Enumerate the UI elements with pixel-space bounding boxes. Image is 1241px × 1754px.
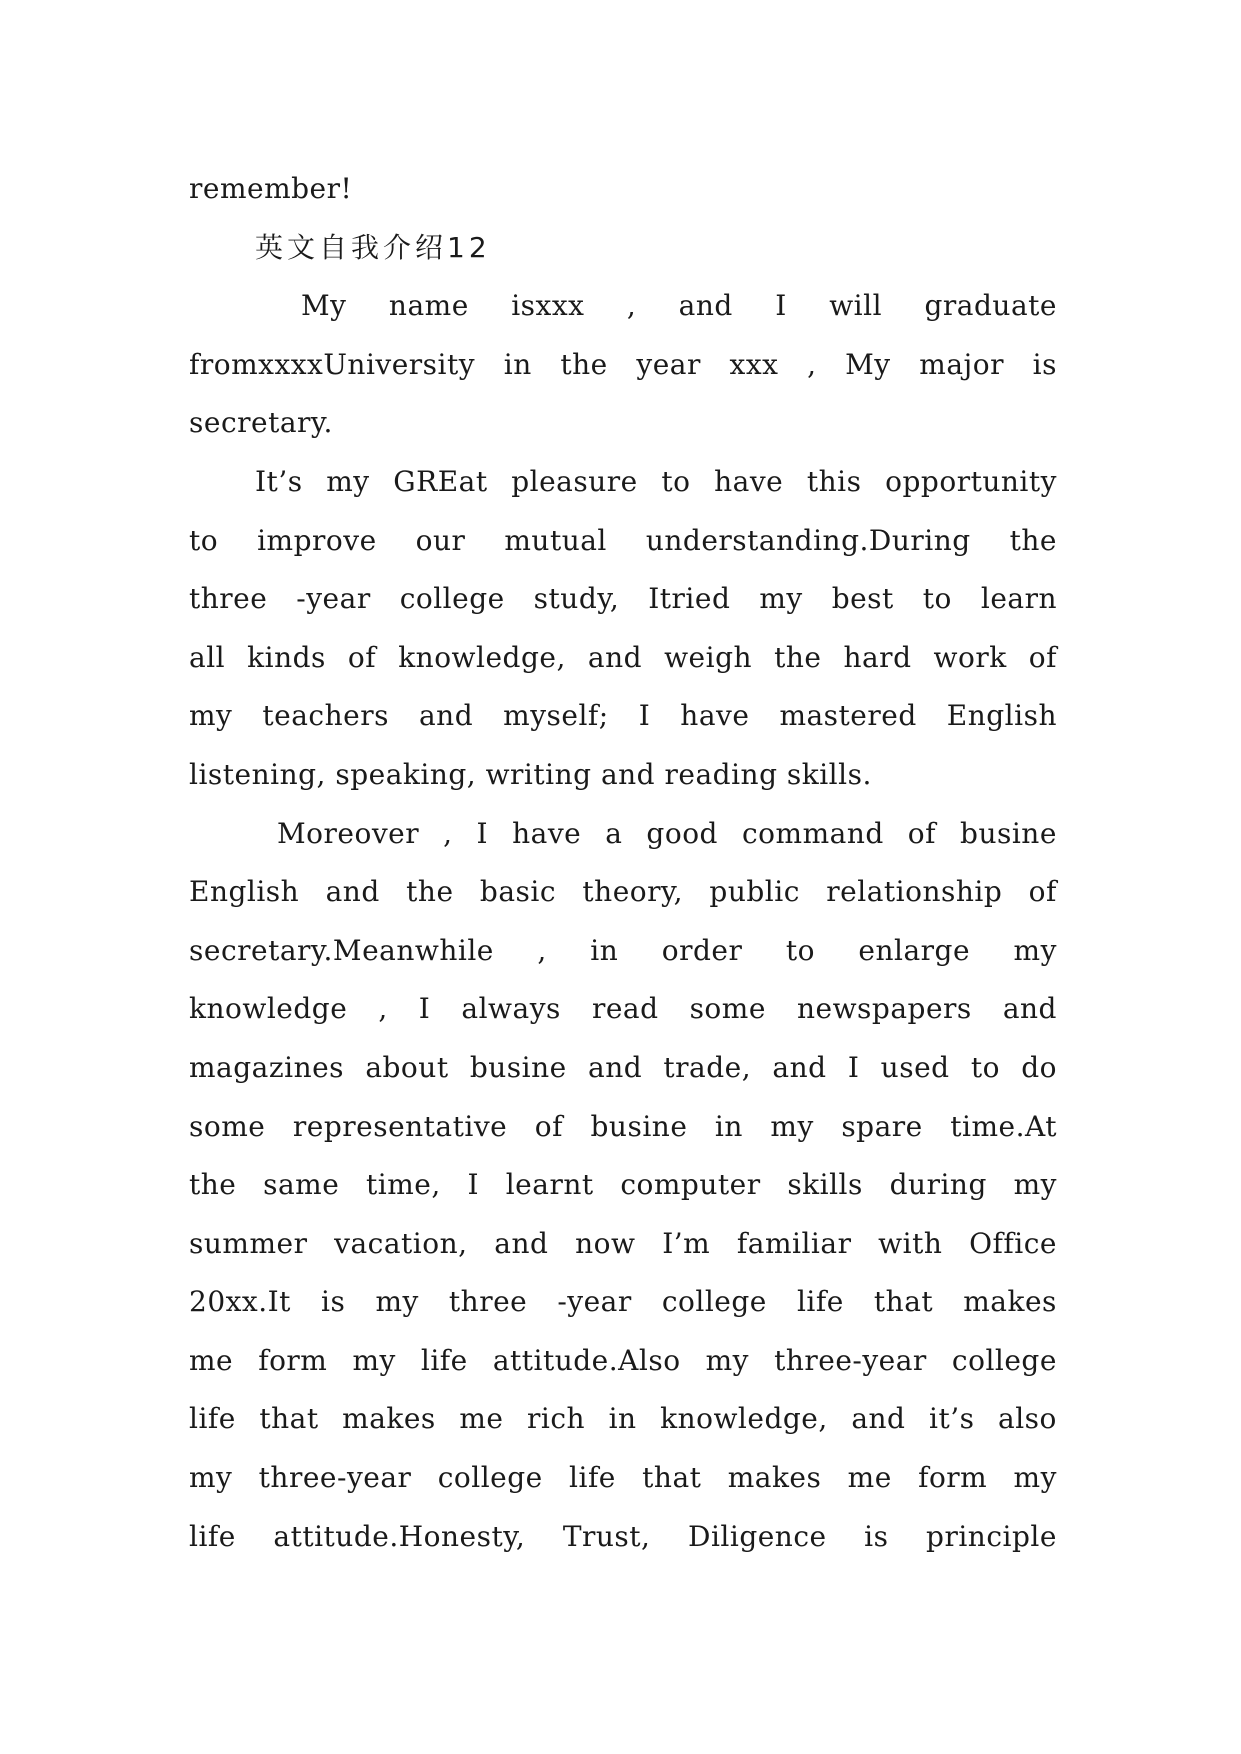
- word: improve: [257, 523, 377, 557]
- word: English: [946, 699, 1057, 733]
- word: college: [661, 1285, 767, 1319]
- word: busine: [960, 816, 1057, 850]
- word: with: [878, 1226, 943, 1260]
- word: read: [591, 992, 659, 1026]
- text-line: [189, 687, 1057, 746]
- text-line: [189, 570, 1057, 629]
- word: college: [399, 582, 505, 616]
- word: public: [709, 875, 800, 909]
- word: that: [259, 1402, 319, 1436]
- word: of: [1028, 875, 1057, 909]
- word: the: [774, 640, 822, 674]
- word: is: [1032, 347, 1057, 381]
- text-line: [189, 1390, 1057, 1449]
- word: good: [646, 816, 718, 850]
- word: our: [415, 523, 466, 557]
- text-line: [189, 453, 1057, 512]
- text-line: [189, 980, 1057, 1039]
- word: makes: [963, 1285, 1057, 1319]
- word: about: [365, 1050, 449, 1084]
- line-text: secretary.: [189, 406, 333, 440]
- word: the: [189, 1168, 237, 1202]
- word: representative: [292, 1109, 508, 1143]
- word: of: [347, 640, 377, 674]
- word: my: [770, 1109, 814, 1143]
- text-line: [189, 1156, 1057, 1215]
- word: to: [189, 523, 219, 557]
- word: It’s: [255, 464, 303, 498]
- word: and: [851, 1402, 906, 1436]
- word: principle: [926, 1519, 1057, 1553]
- word: in: [503, 347, 532, 381]
- word: year: [636, 347, 701, 381]
- word: name: [388, 289, 469, 323]
- word: of: [534, 1109, 563, 1143]
- word: relationship: [826, 875, 1003, 909]
- text-line: [189, 1332, 1057, 1391]
- word: now: [575, 1226, 636, 1260]
- word: time,: [365, 1168, 441, 1202]
- word: is: [321, 1285, 346, 1319]
- word: ,: [626, 289, 637, 323]
- word: three-year: [258, 1461, 412, 1495]
- word: attitude.Honesty,: [273, 1519, 526, 1553]
- word: that: [642, 1461, 702, 1495]
- word: me: [189, 1343, 234, 1377]
- word: of: [1028, 640, 1057, 674]
- word: I: [467, 1168, 479, 1202]
- word: 20xx.It: [189, 1285, 291, 1319]
- word: used: [880, 1050, 950, 1084]
- word: English: [189, 875, 300, 909]
- word: familiar: [736, 1226, 852, 1260]
- text-line: [189, 1039, 1057, 1098]
- word: in: [608, 1402, 637, 1436]
- word: busine: [590, 1109, 688, 1143]
- word: magazines: [189, 1050, 345, 1084]
- word: and: [587, 640, 643, 674]
- word: Moreover: [277, 816, 420, 850]
- word: is: [864, 1519, 889, 1553]
- word: fromxxxxUniversity: [189, 347, 476, 381]
- word: life: [189, 1519, 236, 1553]
- word: opportunity: [885, 464, 1057, 498]
- word: kinds: [247, 640, 326, 674]
- text-line: [189, 746, 1057, 805]
- word: rich: [526, 1402, 586, 1436]
- word: My: [845, 347, 891, 381]
- word: and: [494, 1226, 549, 1260]
- word: My: [301, 289, 347, 323]
- word: major: [919, 347, 1004, 381]
- word: basic: [479, 875, 557, 909]
- word: have: [512, 816, 582, 850]
- word: and: [325, 875, 380, 909]
- word: three: [448, 1285, 528, 1319]
- word: the: [1009, 523, 1057, 557]
- text-line: [189, 277, 1057, 336]
- word: I: [847, 1050, 860, 1084]
- text-line: [189, 1273, 1057, 1332]
- word: always: [461, 992, 561, 1026]
- word: study,: [533, 582, 620, 616]
- word: secretary.Meanwhile: [189, 933, 494, 967]
- word: that: [873, 1285, 934, 1319]
- word: my: [759, 582, 803, 616]
- word: I: [775, 289, 787, 323]
- word: college: [437, 1461, 543, 1495]
- word: to: [661, 464, 691, 498]
- word: mutual: [504, 523, 607, 557]
- word: my: [375, 1285, 419, 1319]
- word: and: [1002, 992, 1057, 1026]
- word: my: [1013, 1461, 1057, 1495]
- word: newspapers: [796, 992, 972, 1026]
- word: time.At: [950, 1109, 1057, 1143]
- line-text: remember!: [189, 172, 353, 205]
- word: order: [661, 933, 743, 967]
- word: knowledge,: [660, 1402, 828, 1436]
- word: my: [189, 699, 233, 733]
- word: ,: [537, 933, 547, 967]
- word: graduate: [924, 289, 1057, 323]
- word: knowledge: [189, 992, 348, 1026]
- word: Office: [969, 1226, 1057, 1260]
- word: Itried: [648, 582, 731, 616]
- word: xxx: [729, 347, 779, 381]
- text-line: [189, 394, 1057, 453]
- word: attitude.Also: [492, 1343, 681, 1377]
- text-line: [189, 1098, 1057, 1157]
- word: isxxx: [511, 289, 585, 323]
- word: the: [406, 875, 454, 909]
- word: weigh: [664, 640, 753, 674]
- word: my: [326, 464, 370, 498]
- word: do: [1021, 1050, 1057, 1084]
- text-line: [189, 160, 1057, 219]
- word: all: [189, 640, 226, 674]
- word: enlarge: [858, 933, 971, 967]
- word: computer: [620, 1168, 761, 1202]
- text-line: [189, 863, 1057, 922]
- word: makes: [727, 1461, 822, 1495]
- word: life: [569, 1461, 616, 1495]
- word: teachers: [262, 699, 389, 733]
- word: pleasure: [511, 464, 638, 498]
- text-line: [189, 1508, 1057, 1567]
- word: trade,: [663, 1050, 752, 1084]
- word: my: [189, 1461, 233, 1495]
- word: spare: [841, 1109, 923, 1143]
- word: some: [689, 992, 766, 1026]
- word: my: [1013, 1168, 1057, 1202]
- word: I: [476, 816, 489, 850]
- word: busine: [469, 1050, 567, 1084]
- word: ,: [807, 347, 817, 381]
- word: I: [418, 992, 431, 1026]
- word: have: [680, 699, 750, 733]
- word: GREat: [393, 464, 488, 498]
- word: and: [418, 699, 474, 733]
- word: three-year: [774, 1343, 927, 1377]
- word: I: [638, 699, 651, 733]
- word: three: [189, 582, 268, 616]
- word: college: [951, 1343, 1057, 1377]
- word: mastered: [779, 699, 917, 733]
- word: my: [705, 1343, 749, 1377]
- word: and: [678, 289, 733, 323]
- word: this: [806, 464, 862, 498]
- word: a: [605, 816, 623, 850]
- text-line: [189, 1449, 1057, 1508]
- word: to: [970, 1050, 1000, 1084]
- text-line: [189, 805, 1057, 864]
- word: me: [847, 1461, 892, 1495]
- text-line: [189, 922, 1057, 981]
- heading-text: 英文自我介绍12: [255, 230, 491, 264]
- word: the: [560, 347, 608, 381]
- word: will: [829, 289, 883, 323]
- word: myself;: [503, 699, 609, 733]
- word: knowledge,: [398, 640, 566, 674]
- word: makes: [342, 1402, 436, 1436]
- word: and: [588, 1050, 643, 1084]
- word: ,: [443, 816, 453, 850]
- word: work: [933, 640, 1007, 674]
- word: hard: [843, 640, 912, 674]
- document-body: [189, 160, 1057, 1566]
- word: have: [714, 464, 784, 498]
- text-line: [189, 1215, 1057, 1274]
- line-text: listening, speaking, writing and reading skills.: [189, 757, 872, 791]
- word: same: [263, 1168, 340, 1202]
- word: my: [1013, 933, 1057, 967]
- word: life: [796, 1285, 844, 1319]
- text-line: [189, 336, 1057, 395]
- word: Trust,: [562, 1519, 651, 1553]
- word: my: [352, 1343, 396, 1377]
- word: during: [889, 1168, 987, 1202]
- word: summer: [189, 1226, 308, 1260]
- word: of: [907, 816, 937, 850]
- word: -year: [296, 582, 371, 616]
- word: Diligence: [688, 1519, 827, 1553]
- word: to: [785, 933, 815, 967]
- word: ,: [378, 992, 388, 1026]
- word: best: [831, 582, 894, 616]
- text-line: [189, 512, 1057, 571]
- word: learn: [980, 582, 1057, 616]
- word: command: [741, 816, 884, 850]
- word: form: [918, 1461, 988, 1495]
- word: understanding.During: [645, 523, 971, 557]
- text-line: [189, 629, 1057, 688]
- word: I’m: [662, 1226, 711, 1260]
- section-heading: [189, 219, 1057, 278]
- word: form: [258, 1343, 328, 1377]
- word: in: [590, 933, 619, 967]
- word: it’s: [929, 1402, 975, 1436]
- word: -year: [557, 1285, 632, 1319]
- word: skills: [787, 1168, 863, 1202]
- word: life: [420, 1343, 468, 1377]
- word: life: [189, 1402, 236, 1436]
- word: to: [922, 582, 952, 616]
- word: vacation,: [334, 1226, 468, 1260]
- word: theory,: [582, 875, 684, 909]
- word: some: [189, 1109, 266, 1143]
- word: learnt: [505, 1168, 594, 1202]
- word: in: [714, 1109, 743, 1143]
- word: and: [772, 1050, 827, 1084]
- word: me: [459, 1402, 504, 1436]
- word: also: [998, 1402, 1057, 1436]
